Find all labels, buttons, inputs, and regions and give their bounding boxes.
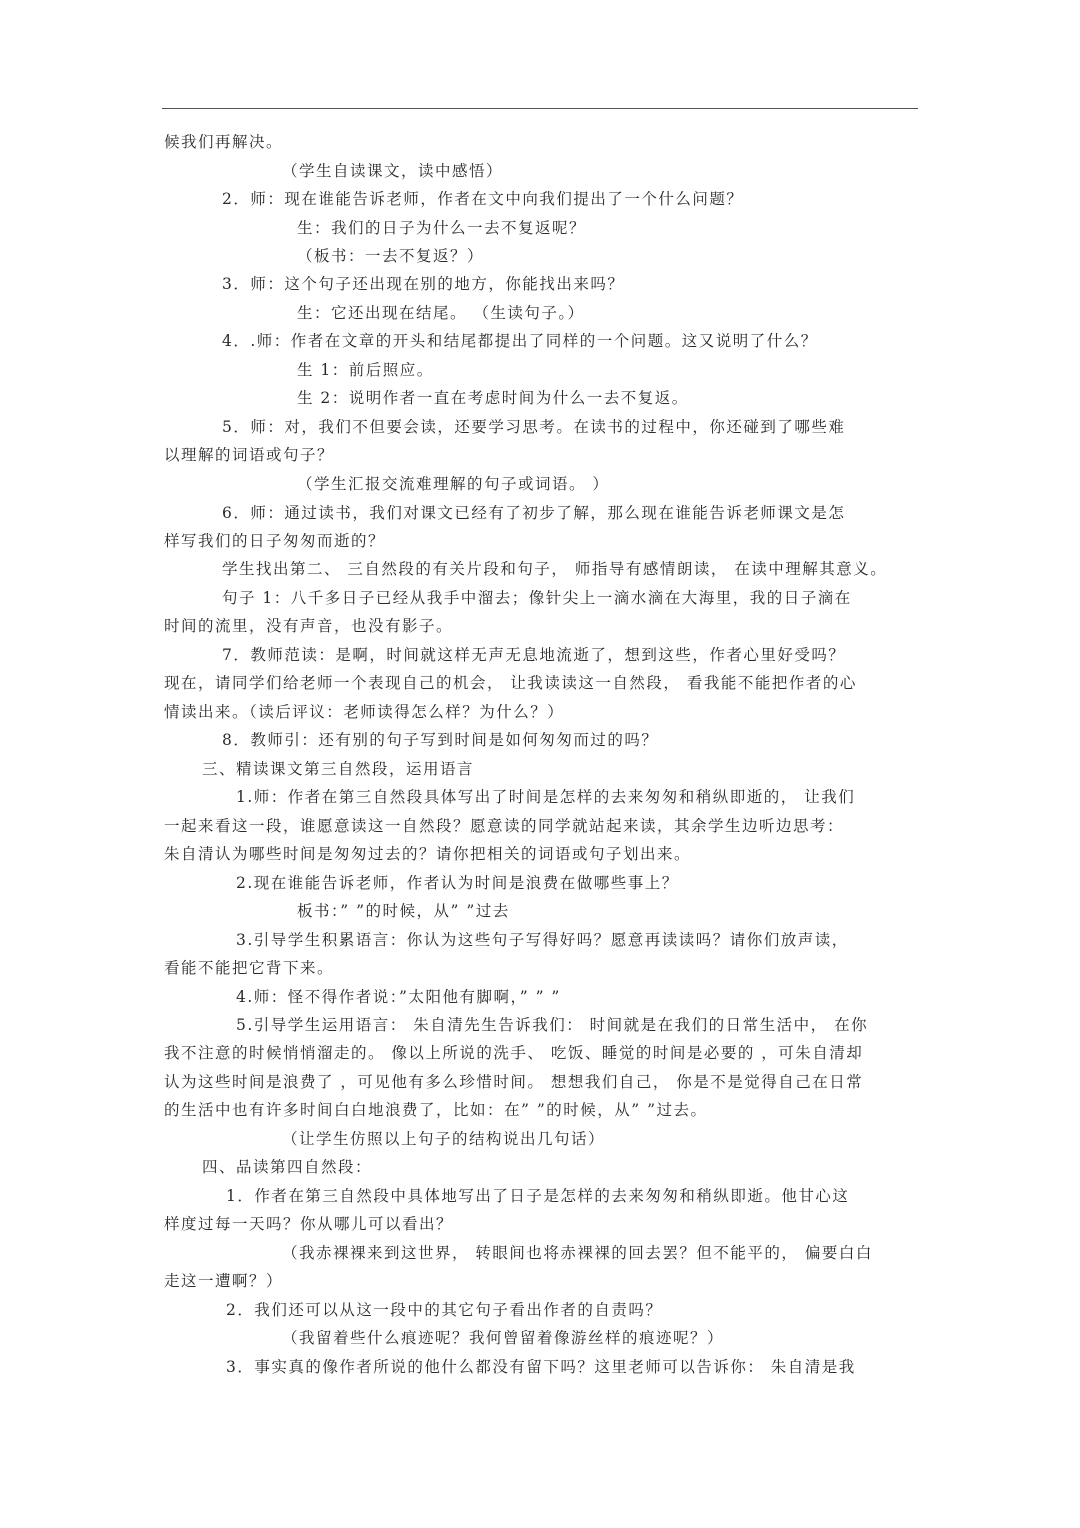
text-line: 4.师：怪不得作者说：”太阳他有脚啊，” ” ” bbox=[236, 988, 561, 1006]
text-line: （让学生仿照以上句子的结构说出几句话） bbox=[282, 1130, 606, 1148]
text-line: 2．师：现在谁能告诉老师，作者在文中向我们提出了一个什么问题？ bbox=[222, 190, 744, 208]
text-line: 看能不能把它背下来。 bbox=[164, 959, 335, 977]
text-line: 样度过每一天吗？你从哪儿可以看出？ bbox=[164, 1215, 454, 1233]
text-line: 生：我们的日子为什么一去不复返呢？ bbox=[297, 219, 587, 237]
text-line: （板书：一去不复返？） bbox=[297, 247, 485, 265]
text-line: 一起来看这一段，谁愿意读这一自然段？愿意读的同学就站起来读，其余学生边听边思考： bbox=[164, 817, 845, 835]
text-line: 3．师：这个句子还出现在别的地方，你能找出来吗？ bbox=[222, 275, 625, 293]
text-line: 5.引导学生运用语言： 朱自清先生告诉我们： 时间就是在我们的日常生活中， 在你 bbox=[236, 1016, 869, 1034]
text-line: （学生汇报交流难理解的句子或词语。 ） bbox=[297, 475, 610, 493]
text-line: 四、品读第四自然段： bbox=[202, 1158, 373, 1176]
text-line: 6．师：通过读书，我们对课文已经有了初步了解，那么现在谁能告诉老师课文是怎 bbox=[222, 504, 846, 522]
text-line: 7．教师范读：是啊，时间就这样无声无息地流逝了，想到这些，作者心里好受吗？ bbox=[222, 646, 846, 664]
text-line: 候我们再解决。 bbox=[164, 133, 284, 151]
header-rule bbox=[162, 108, 918, 109]
text-line: 以理解的词语或句子？ bbox=[164, 446, 335, 464]
text-line: 3．事实真的像作者所说的他什么都没有留下吗？这里老师可以告诉你： 朱自清是我 bbox=[226, 1358, 856, 1376]
text-line: 三、精读课文第三自然段，运用语言 bbox=[202, 760, 475, 778]
text-line: 我不注意的时候悄悄溜走的。 像以上所说的洗手、 吃饭、睡觉的时间是必要的 ，可朱自清却 bbox=[164, 1044, 864, 1062]
text-line: 朱自清认为哪些时间是匆匆过去的？请你把相关的词语或句子划出来。 bbox=[164, 845, 692, 863]
text-line: （学生自读课文，读中感悟） bbox=[282, 162, 504, 180]
text-line: 学生找出第二、 三自然段的有关片段和句子， 师指导有感情朗读， 在读中理解其意义。 bbox=[222, 560, 888, 578]
text-line: 认为这些时间是浪费了 ，可见他有多么珍惜时间。 想想我们自己， 你是不是觉得自己在日常 bbox=[164, 1073, 864, 1091]
text-line: 3.引导学生积累语言：你认为这些句子写得好吗？愿意再读读吗？请你们放声读， bbox=[236, 931, 849, 949]
text-line: 生 1：前后照应。 bbox=[297, 361, 434, 379]
text-line: 样写我们的日子匆匆而逝的？ bbox=[164, 532, 386, 550]
text-line: 2．我们还可以从这一段中的其它句子看出作者的自责吗？ bbox=[226, 1301, 663, 1319]
text-line: （我留着些什么痕迹呢？我何曾留着像游丝样的痕迹呢？） bbox=[282, 1329, 725, 1347]
text-line: 现在，请同学们给老师一个表现自己的机会， 让我读读这一自然段， 看我能不能把作者的心 bbox=[164, 674, 857, 692]
text-line: 生：它还出现在结尾。 （生读句子。） bbox=[297, 304, 585, 322]
text-line: 时间的流里，没有声音，也没有影子。 bbox=[164, 617, 454, 635]
text-line: 2.现在谁能告诉老师，作者认为时间是浪费在做哪些事上？ bbox=[236, 874, 679, 892]
text-line: 8．教师引：还有别的句子写到时间是如何匆匆而过的吗？ bbox=[222, 731, 659, 749]
text-line: 句子 1：八千多日子已经从我手中溜去；像针尖上一滴水滴在大海里，我的日子滴在 bbox=[222, 589, 852, 607]
text-line: 生 2：说明作者一直在考虑时间为什么一去不复返。 bbox=[297, 389, 689, 407]
text-line: 的生活中也有许多时间白白地浪费了，比如：在” ”的时候，从” ”过去。 bbox=[164, 1101, 708, 1119]
text-line: 板书：” ”的时候，从” ”过去 bbox=[297, 902, 510, 920]
text-line: 走这一遭啊？） bbox=[164, 1272, 284, 1290]
text-line: 5．师：对，我们不但要会读，还要学习思考。在读书的过程中，你还碰到了哪些难 bbox=[222, 418, 846, 436]
text-line: 情读出来。（读后评议：老师读得怎么样？为什么？） bbox=[164, 703, 565, 721]
text-line: 1．作者在第三自然段中具体地写出了日子是怎样的去来匆匆和稍纵即逝。他甘心这 bbox=[226, 1187, 850, 1205]
text-line: 4．.师：作者在文章的开头和结尾都提出了同样的一个问题。这又说明了什么？ bbox=[222, 332, 818, 350]
text-line: 1.师：作者在第三自然段具体写出了时间是怎样的去来匆匆和稍纵即逝的， 让我们 bbox=[236, 788, 856, 806]
text-line: （我赤裸裸来到这世界， 转眼间也将赤裸裸的回去罢？但不能平的， 偏要白白 bbox=[282, 1244, 873, 1262]
